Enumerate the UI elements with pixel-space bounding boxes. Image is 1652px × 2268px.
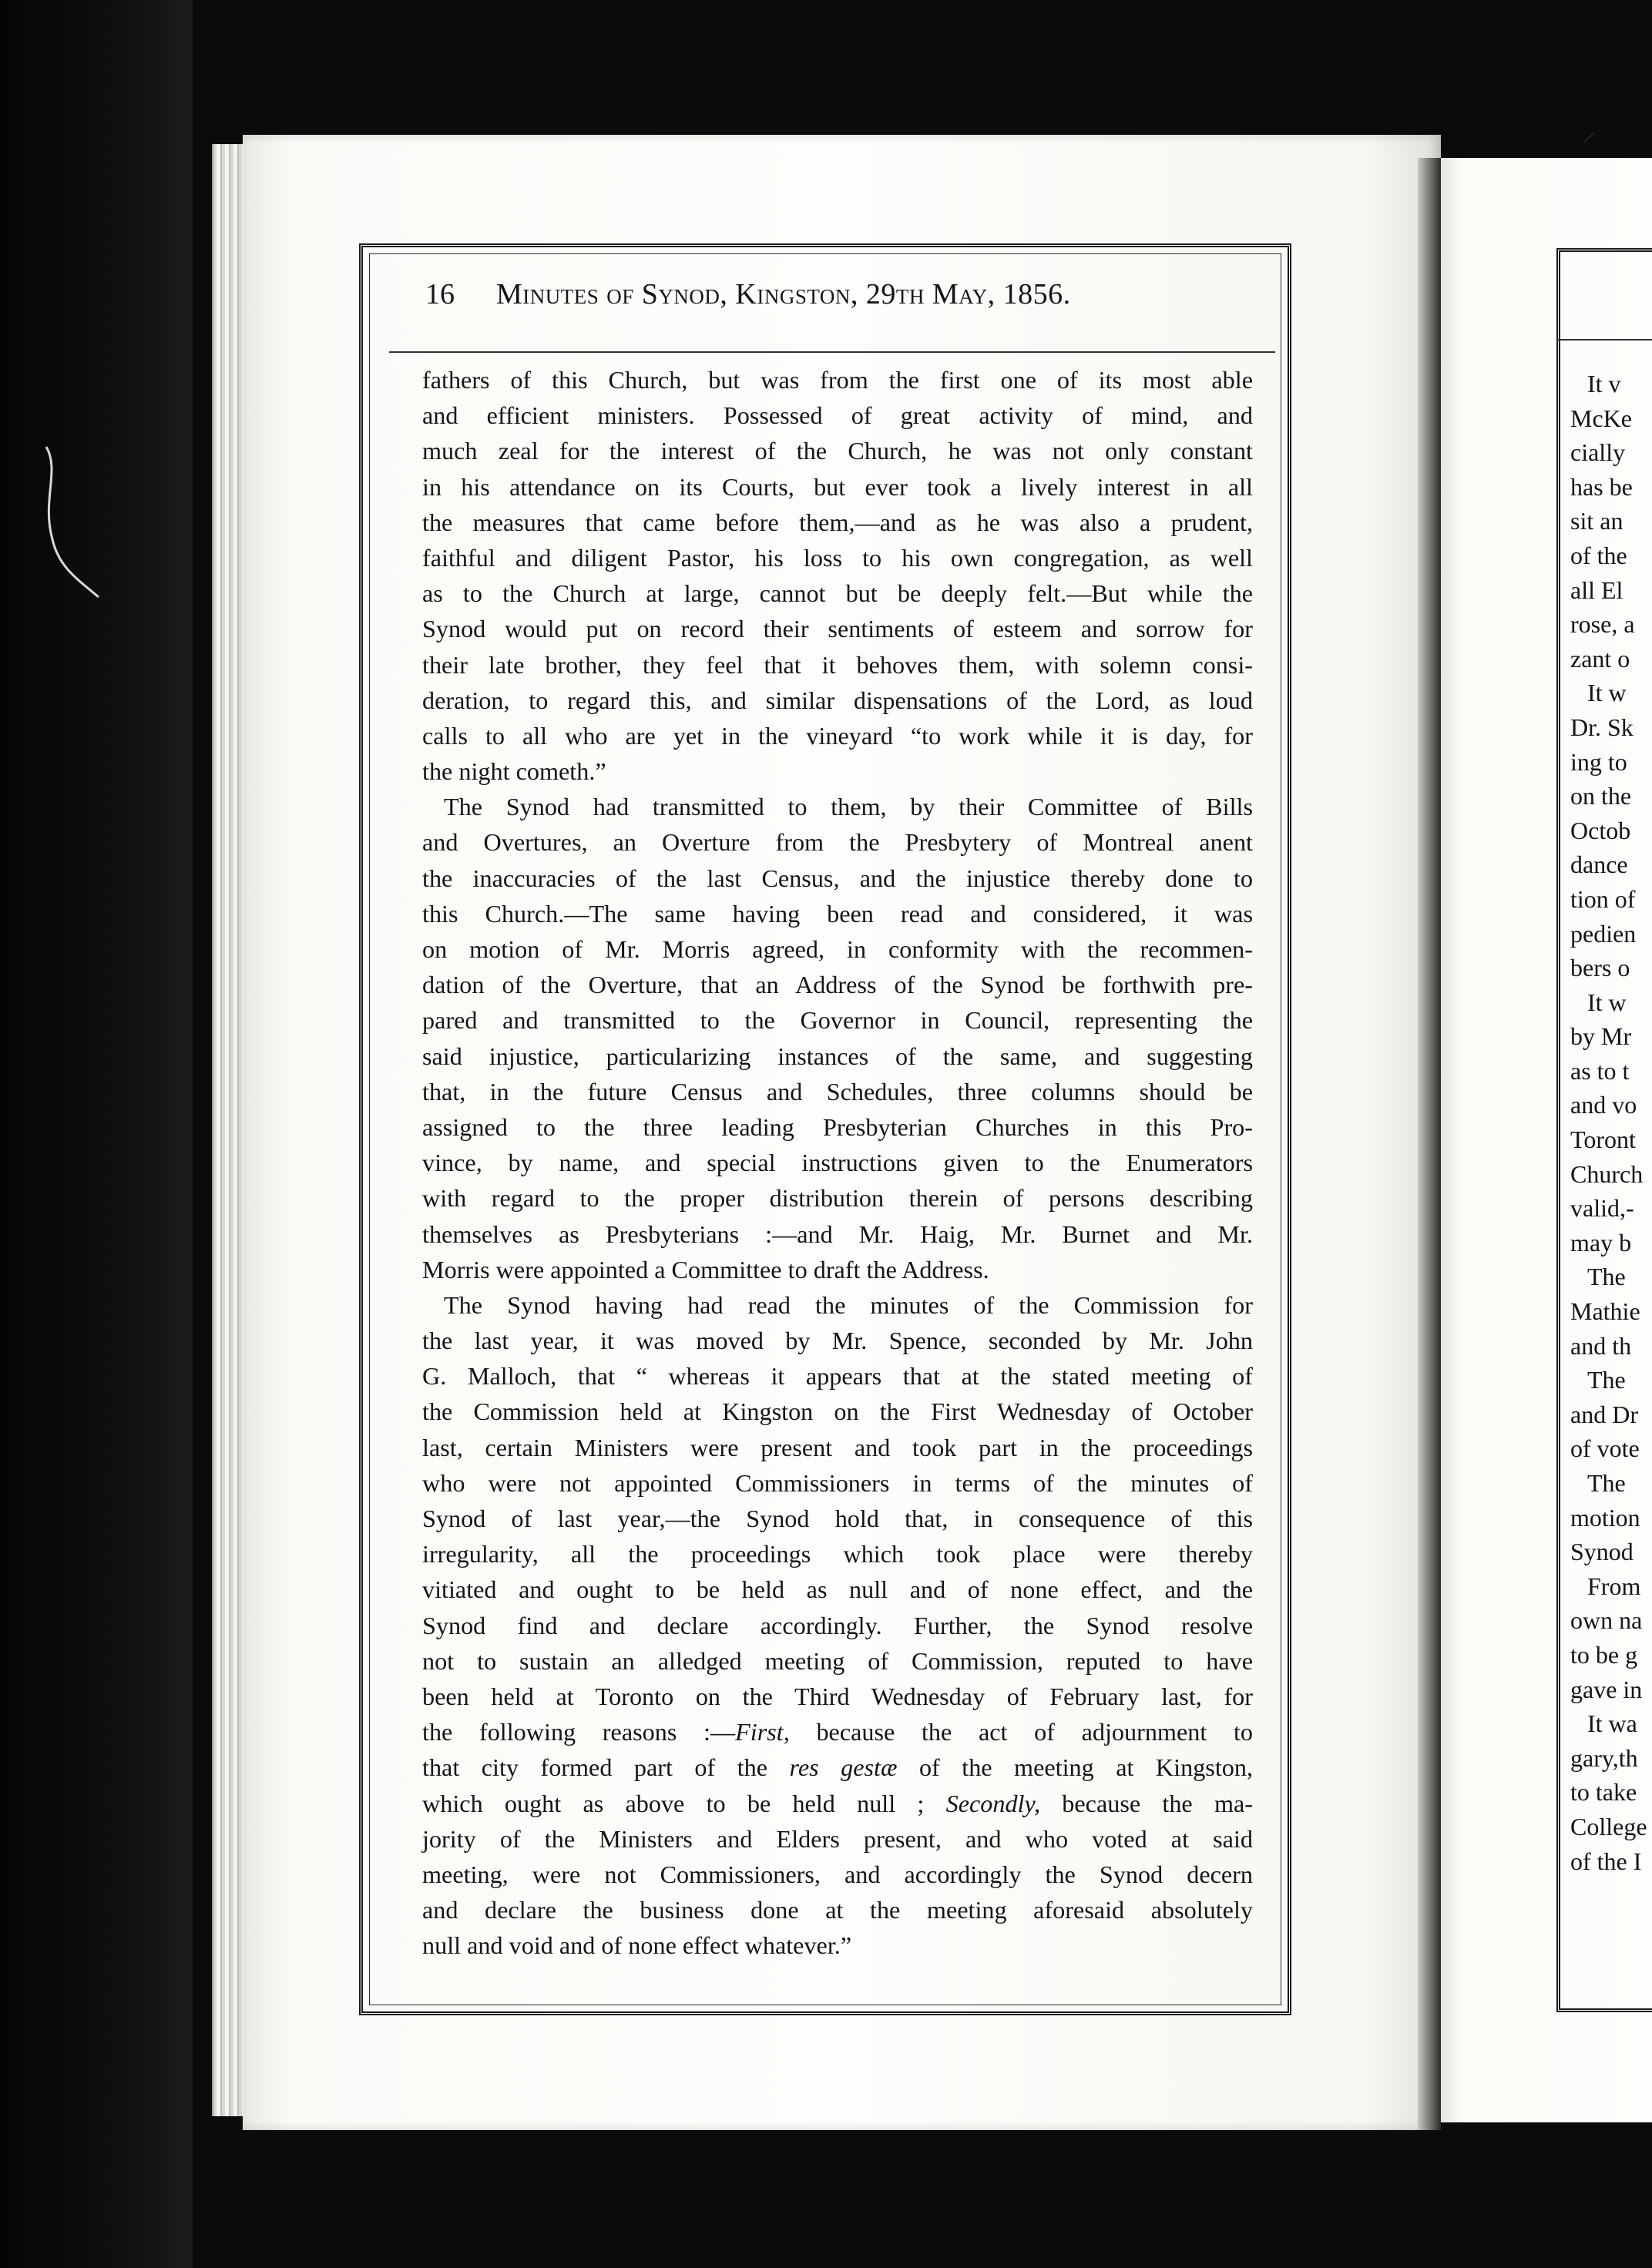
text-line: the inaccuracies of the last Census, and the injustice thereby done to — [422, 864, 1253, 892]
text-run: because the act of adjournment to — [789, 1718, 1253, 1746]
fragment-line: rose, a — [1570, 610, 1635, 639]
text-run: of the meeting at Kingston, — [897, 1753, 1254, 1782]
fragment-line: dance — [1570, 850, 1628, 879]
text-run: that city formed part of the — [422, 1753, 790, 1782]
fragment-line: It v — [1587, 370, 1621, 398]
fragment-line: ing to — [1570, 747, 1627, 776]
text-line: the night cometh.” — [422, 757, 606, 786]
text-line: this Church.—The same having been read and considered, it was — [422, 899, 1253, 928]
book-gutter — [1418, 158, 1441, 2130]
text-line: much zeal for the interest of the Church, he was not only constant — [422, 437, 1253, 465]
fragment-line: sit an — [1570, 507, 1623, 535]
running-head — [425, 277, 1242, 324]
fragment-line: McKe — [1570, 404, 1632, 432]
text-line: irregularity, all the proceedings which took place were thereby — [422, 1540, 1253, 1568]
fragment-line: bers o — [1570, 954, 1630, 982]
fragment-line: Church — [1570, 1159, 1644, 1188]
running-head-title: Minutes of Synod, Kingston, 29th May, 1856. — [496, 278, 1071, 310]
fragment-line: Toront — [1570, 1126, 1636, 1154]
text-line: Morris were appointed a Committee to draft the Address. — [422, 1255, 989, 1283]
italic-run: res gestæ — [789, 1753, 898, 1782]
fragment-line: of the I — [1570, 1847, 1642, 1875]
fragment-line: pedien — [1570, 919, 1637, 948]
text-line-mixed — [422, 1750, 1253, 1785]
fragment-line: to be g — [1570, 1640, 1638, 1669]
fragment-line: Synod — [1570, 1538, 1634, 1566]
right-page-header-rule — [1556, 339, 1652, 341]
text-line: themselves as Presbyterians :—and Mr. Haig, Mr. Burnet and Mr. — [422, 1220, 1253, 1248]
text-line: assigned to the three leading Presbyterian Churches in this Pro- — [422, 1112, 1253, 1141]
text-line: the last year, it was moved by Mr. Spence, seconded by Mr. John — [422, 1327, 1253, 1355]
text-line: G. Malloch, that “ whereas it appears that at the stated meeting of — [422, 1362, 1253, 1391]
text-line: vince, by name, and special instructions given to the Enumerators — [422, 1149, 1253, 1177]
text-line: in his attendance on its Courts, but ever took a lively interest in all — [422, 472, 1253, 501]
text-run: which ought as above to be held null ; — [422, 1789, 946, 1817]
fragment-line: and th — [1570, 1331, 1632, 1360]
fragment-line: may b — [1570, 1228, 1632, 1256]
fragment-line: of vote — [1570, 1434, 1640, 1463]
fragment-line: and vo — [1570, 1091, 1637, 1119]
fragment-line: It wa — [1587, 1709, 1637, 1738]
fragment-line: From — [1587, 1572, 1641, 1600]
paragraph-start-line: The Synod had transmitted to them, by their Committee of Bills — [444, 793, 1253, 821]
fragment-line: by Mr — [1570, 1022, 1632, 1051]
text-line: pared and transmitted to the Governor in Council, representing the — [422, 1006, 1253, 1035]
fragment-line: has be — [1570, 472, 1633, 501]
text-line: deration, to regard this, and similar dispensations of the Lord, as loud — [422, 686, 1253, 714]
fragment-line: of the — [1570, 541, 1627, 569]
fragment-line: The — [1587, 1263, 1626, 1291]
text-line: faithful and diligent Pastor, his loss to his own congregation, as well — [422, 543, 1253, 572]
text-line: meeting, were not Commissioners, and accordingly the Synod decern — [422, 1860, 1253, 1888]
fragment-line: College — [1570, 1812, 1647, 1840]
fragment-line: Octob — [1570, 816, 1631, 844]
text-line: jority of the Ministers and Elders present, and who voted at said — [422, 1824, 1253, 1853]
paragraph-start-line: The Synod having had read the minutes of the Commission for — [444, 1290, 1253, 1319]
text-run: because the ma- — [1040, 1789, 1253, 1817]
italic-run: Secondly, — [945, 1789, 1041, 1817]
fragment-line: The — [1587, 1366, 1626, 1394]
fragment-line: gary,th — [1570, 1743, 1638, 1772]
text-line: fathers of this Church, but was from the first one of its most able — [422, 366, 1253, 394]
text-line-mixed — [422, 1786, 1253, 1821]
text-line: vitiated and ought to be held as null and of none effect, and the — [422, 1575, 1253, 1604]
text-line: the Commission held at Kingston on the First Wednesday of October — [422, 1397, 1253, 1426]
fragment-line: motion — [1570, 1503, 1640, 1532]
text-line: and Overtures, an Overture from the Presbytery of Montreal anent — [422, 828, 1253, 857]
text-line: who were not appointed Commissioners in terms of the minutes of — [422, 1468, 1253, 1497]
text-line: been held at Toronto on the Third Wednesday of February last, for — [422, 1682, 1253, 1710]
fragment-line: zant o — [1570, 644, 1630, 673]
fragment-line: on the — [1570, 782, 1632, 810]
fragment-line: Dr. Sk — [1570, 713, 1634, 741]
fragment-line: It w — [1587, 679, 1627, 707]
fragment-line: gave in — [1570, 1675, 1643, 1703]
text-line: that, in the future Census and Schedules, three columns should be — [422, 1077, 1253, 1105]
text-line: on motion of Mr. Morris agreed, in conformity with the recommen- — [422, 935, 1253, 963]
text-line: dation of the Overture, that an Address of the Synod be forthwith pre- — [422, 971, 1253, 999]
text-line: Synod find and declare accordingly. Further, the Synod resolve — [422, 1611, 1253, 1639]
text-line: and declare the business done at the meeting aforesaid absolutely — [422, 1896, 1253, 1924]
text-run: the following reasons :— — [422, 1718, 736, 1746]
header-rule — [389, 351, 1275, 353]
text-line: not to sustain an alledged meeting of Commission, reputed to have — [422, 1646, 1253, 1675]
fragment-line: The — [1587, 1469, 1626, 1497]
page-number: 16 — [425, 278, 455, 310]
text-line: null and void and of none effect whatever.” — [422, 1931, 852, 1960]
fragment-line: tion of — [1570, 884, 1636, 913]
fragment-line: cially — [1570, 438, 1626, 467]
scan-background — [0, 0, 193, 2268]
text-line-mixed — [422, 1714, 1253, 1750]
text-line: as to the Church at large, cannot but be deeply felt.—But while the — [422, 579, 1253, 608]
text-line: last, certain Ministers were present and took part in the proceedings — [422, 1433, 1253, 1461]
fragment-line: and Dr — [1570, 1400, 1638, 1428]
fragment-line: valid,- — [1570, 1194, 1634, 1223]
fragment-line: It w — [1587, 988, 1627, 1016]
right-page-text-fragment — [1570, 367, 1652, 1878]
text-line: with regard to the proper distribution therein of persons describing — [422, 1184, 1253, 1213]
text-line: Synod of last year,—the Synod hold that, in consequence of this — [422, 1505, 1253, 1532]
stray-ink-mark — [37, 439, 106, 601]
fragment-line: Mathie — [1570, 1297, 1640, 1326]
fragment-line: to take — [1570, 1778, 1637, 1807]
page-body-text — [422, 362, 1253, 1963]
fragment-line: own na — [1570, 1606, 1643, 1635]
text-line: and efficient ministers. Possessed of great activity of mind, and — [422, 401, 1253, 430]
corner-ink-mark: ⸝ — [1581, 113, 1597, 148]
text-line: calls to all who are yet in the vineyard “to work while it is day, for — [422, 721, 1253, 750]
text-line: Synod would put on record their sentiments of esteem and sorrow for — [422, 615, 1253, 643]
text-line: the measures that came before them,—and as he was also a prudent, — [422, 508, 1253, 536]
text-line: their late brother, they feel that it behoves them, with solemn consi- — [422, 650, 1253, 679]
text-line: said injustice, particularizing instances of the same, and suggesting — [422, 1042, 1253, 1070]
fragment-line: as to t — [1570, 1056, 1630, 1085]
fragment-line: all El — [1570, 575, 1623, 604]
italic-run: First, — [735, 1718, 790, 1746]
